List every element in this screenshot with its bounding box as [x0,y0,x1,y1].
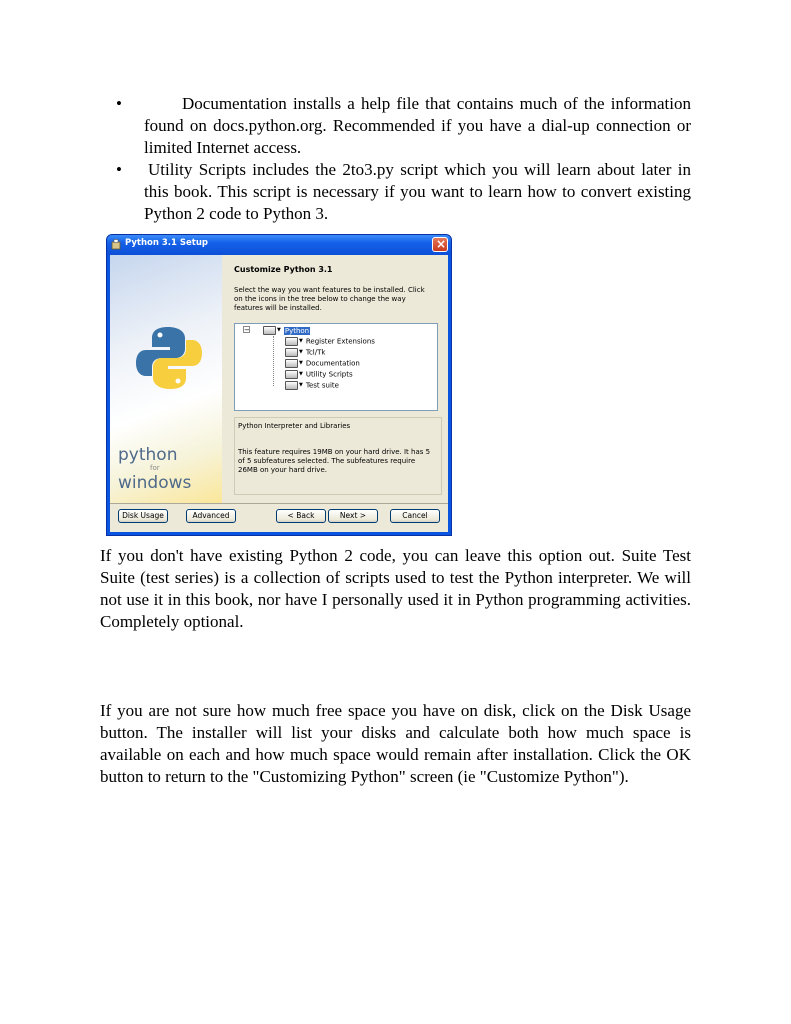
drive-icon[interactable] [285,337,298,346]
disk-usage-button[interactable]: Disk Usage [118,509,168,523]
banner-python-text: python [118,445,178,465]
paragraph-disk-usage: If you are not sure how much free space you have on disk, click on the Disk Usage button. The installer will list your disks and calculate both how much space is available on each and how much space would remain after installation. Click the OK button to return to the "Customizing Python" screen (ie "Customize Python"). [100,701,691,786]
close-icon[interactable]: × [432,237,448,252]
tree-item-test-suite[interactable] [285,380,339,391]
python-logo-icon [134,323,204,393]
back-button[interactable]: < Back [276,509,326,523]
tree-item-label: Documentation [305,359,360,368]
tree-item-label: Test suite [305,381,339,390]
drive-icon[interactable] [285,359,298,368]
dialog-heading: Customize Python 3.1 [234,265,333,274]
collapse-icon[interactable]: − [244,326,250,334]
bullet-utility-scripts [110,159,691,225]
dialog-title-bar [107,235,451,255]
banner-windows-text: windows [118,473,192,493]
drive-icon[interactable] [285,348,298,357]
dropdown-arrow-icon[interactable]: ▼ [299,338,303,344]
feature-info-box [234,417,442,495]
tree-item-utility-scripts[interactable] [285,369,353,380]
bullet-documentation [110,93,691,159]
setup-dialog-screenshot [106,234,452,536]
tree-item-label: Tcl/Tk [305,348,326,357]
dropdown-arrow-icon[interactable]: ▼ [299,382,303,388]
dropdown-arrow-icon[interactable]: ▼ [299,349,303,355]
feature-info-title: Python Interpreter and Libraries [238,422,351,430]
dialog-title: Python 3.1 Setup [125,238,208,248]
dropdown-arrow-icon[interactable]: ▼ [299,371,303,377]
tree-item-label: Utility Scripts [305,370,353,379]
advanced-button[interactable]: Advanced [186,509,236,523]
bullet-list [110,93,691,225]
bullet-marker: • [116,160,122,179]
tree-item-label: Python [284,326,310,335]
dialog-description: Select the way you want features to be installed. Click on the icons in the tree below to change the way features will be installed. [234,286,425,312]
bullet-text: Documentation installs a help file that contains much of the information found on docs.python.org. Recommended if you have a dial-up connection or limited Internet access. [144,94,691,157]
tree-connector [273,336,274,386]
tree-item-register-extensions[interactable] [285,336,375,347]
drive-icon[interactable] [285,381,298,390]
cancel-button[interactable]: Cancel [390,509,440,523]
feature-tree[interactable] [234,323,438,411]
paragraph-test-suite: If you don't have existing Python 2 code, you can leave this option out. Suite Test Suite (test series) is a collection of scripts used to test the Python interpreter. We will not use it in this book, nor have I personally used it in Python programming activities. Completely optional. [100,546,691,631]
next-button[interactable]: Next > [328,509,378,523]
drive-icon[interactable] [263,326,276,335]
dialog-client-area [110,255,448,532]
feature-info-text: This feature requires 19MB on your hard drive. It has 5 of 5 subfeatures selected. The subfeatures require 26MB on your hard drive. [238,448,431,474]
bullet-marker: • [116,94,122,113]
tree-item-label: Register Extensions [305,337,375,346]
drive-icon[interactable] [285,370,298,379]
dropdown-arrow-icon[interactable]: ▼ [299,360,303,366]
button-separator [110,503,448,504]
dropdown-arrow-icon[interactable]: ▼ [277,327,281,333]
banner-for-text: for [150,464,160,472]
installer-icon [111,239,121,250]
tree-item-documentation[interactable] [285,358,360,369]
bullet-text: Utility Scripts includes the 2to3.py script which you will learn about later in this book. This script is necessary if you want to learn how to convert existing Python 2 code to Python 3. [144,160,691,223]
python-banner [110,255,222,503]
tree-item-tcltk[interactable] [285,347,325,358]
tree-item-python[interactable] [263,325,310,336]
